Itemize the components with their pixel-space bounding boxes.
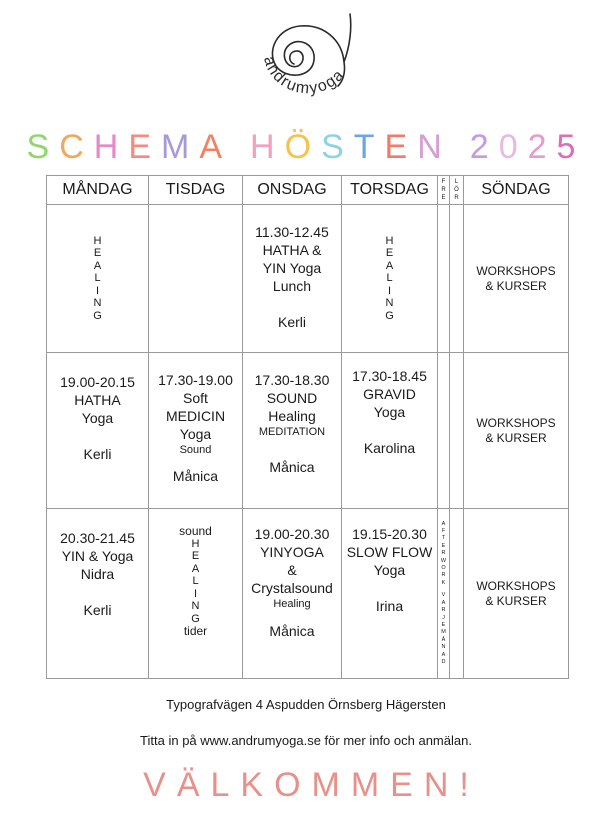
title-letter: 0 xyxy=(498,128,528,166)
cell-sun-1: WORKSHOPS & KURSER xyxy=(464,205,569,353)
title-word-3 xyxy=(470,128,586,166)
header-fredag: F R E xyxy=(438,176,450,205)
title-letter: 2 xyxy=(469,128,499,166)
title-letter: T xyxy=(353,128,385,166)
cell-sat-2 xyxy=(450,353,464,509)
title-letter: H xyxy=(250,128,285,166)
schedule-row-2 xyxy=(47,353,569,509)
title-word-1 xyxy=(27,128,233,166)
cell-mon-3: 20.30-21.45 YIN & Yoga Nidra Kerli xyxy=(47,509,149,679)
title-letter: H xyxy=(93,128,129,166)
title-letter: M xyxy=(161,128,200,166)
title-letter: E xyxy=(384,128,418,166)
cell-fri-1 xyxy=(438,205,450,353)
cell-tue-3: sound H E A L I N G tider xyxy=(149,509,243,679)
title-word-2 xyxy=(250,128,452,166)
header-lordag: L Ö R xyxy=(450,176,464,205)
header-mandag: MÅNDAG xyxy=(47,176,149,205)
cell-sun-3: WORKSHOPS & KURSER xyxy=(464,509,569,679)
header-row xyxy=(47,176,569,205)
cell-thu-2: 17.30-18.45 GRAVID Yoga Karolina xyxy=(342,353,438,509)
cell-tue-2: 17.30-19.00 Soft MEDICIN Yoga Sound Månica xyxy=(149,353,243,509)
cell-tue-1 xyxy=(149,205,243,353)
title-letter: Ö xyxy=(284,128,322,166)
cell-sat-1 xyxy=(450,205,464,353)
cell-mon-2: 19.00-20.15 HATHA Yoga Kerli xyxy=(47,353,149,509)
cell-sat-3 xyxy=(450,509,464,679)
title-letter: A xyxy=(199,128,233,166)
title-letter: 5 xyxy=(556,128,586,166)
title-letter: C xyxy=(59,128,94,166)
title-letter: 2 xyxy=(527,128,557,166)
title-letter: S xyxy=(26,128,60,166)
header-torsdag: TORSDAG xyxy=(342,176,438,205)
header-sondag: SÖNDAG xyxy=(464,176,569,205)
logo-text: andrumyoga xyxy=(260,54,349,98)
title-letter: N xyxy=(417,128,452,166)
andrumyoga-logo xyxy=(246,6,368,114)
header-onsdag: ONSDAG xyxy=(243,176,342,205)
header-tisdag: TISDAG xyxy=(149,176,243,205)
cell-fri-2 xyxy=(438,353,450,509)
cell-wed-2: 17.30-18.30 SOUND Healing MEDITATION Månica xyxy=(243,353,342,509)
page-title xyxy=(0,128,612,167)
address-text: Typografvägen 4 Aspudden Örnsberg Hägersten xyxy=(166,697,446,712)
cell-wed-1: 11.30-12.45 HATHA & YIN Yoga Lunch Kerli xyxy=(243,205,342,353)
info-text: Titta in på www.andrumyoga.se för mer info och anmälan. xyxy=(140,733,472,748)
cell-fri-3: A F T E R W O R K V A R J E M Å N A D xyxy=(438,509,450,679)
schedule-table xyxy=(46,175,569,679)
schedule-row-1 xyxy=(47,205,569,353)
schedule-row-3 xyxy=(47,509,569,679)
cell-mon-1: H E A L I N G xyxy=(47,205,149,353)
cell-thu-3: 19.15-20.30 SLOW FLOW Yoga Irina xyxy=(342,509,438,679)
welcome-text: VÄLKOMMEN! xyxy=(143,766,480,804)
cell-thu-1: H E A L I N G xyxy=(342,205,438,353)
cell-sun-2: WORKSHOPS & KURSER xyxy=(464,353,569,509)
title-letter: S xyxy=(321,128,354,166)
cell-wed-3: 19.00-20.30 YINYOGA & Crystalsound Healing Månica xyxy=(243,509,342,679)
title-letter: E xyxy=(128,128,162,166)
